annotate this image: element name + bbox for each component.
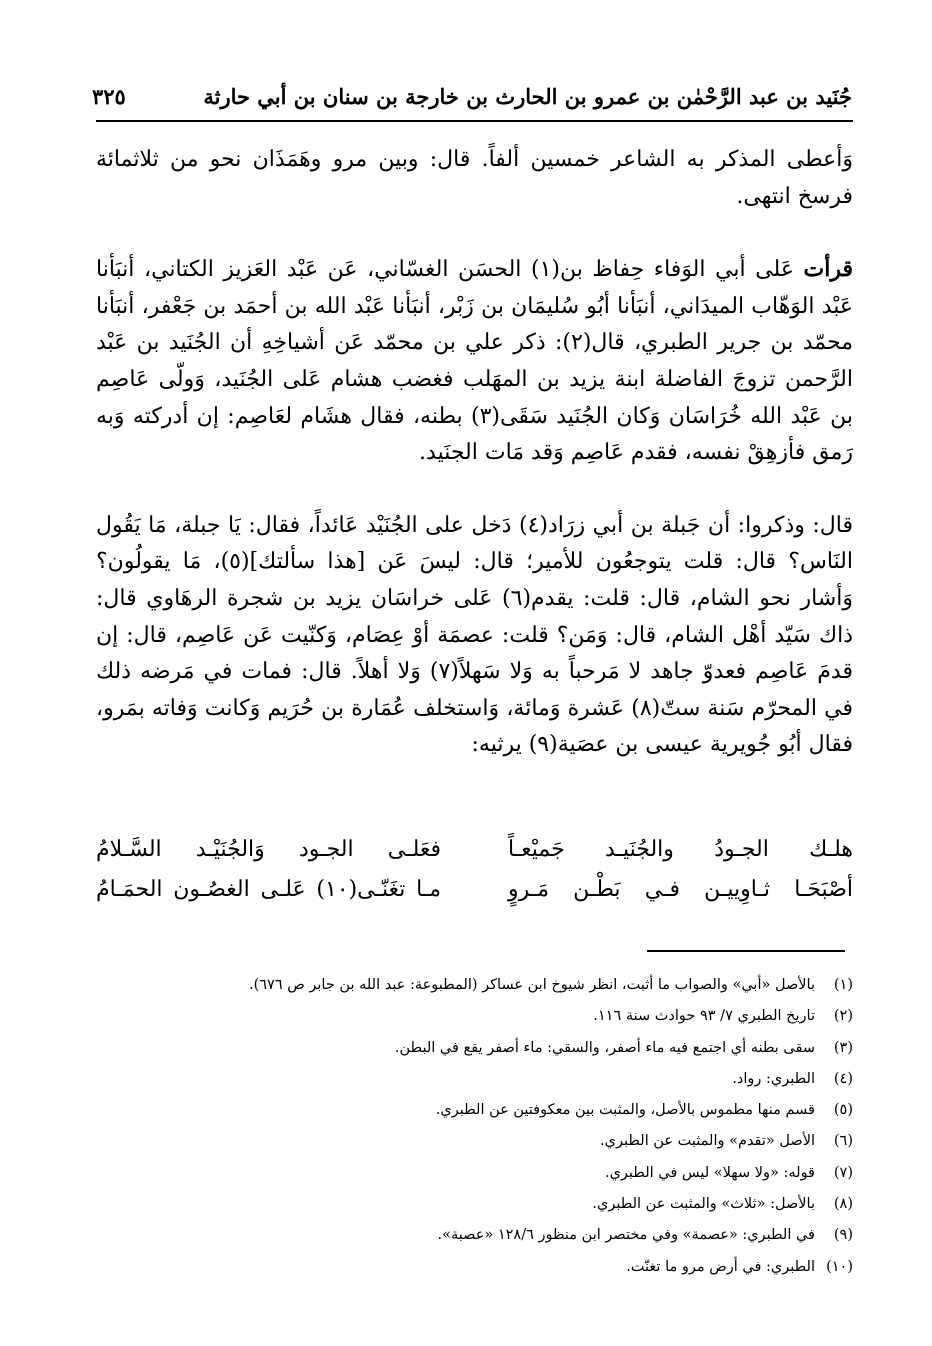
footnote-number: (٦) bbox=[833, 1133, 853, 1150]
footnote-text: الطبري: رواد. bbox=[732, 1070, 815, 1087]
poem-verse bbox=[96, 830, 853, 870]
footnote bbox=[96, 1033, 853, 1064]
header-rule bbox=[96, 120, 853, 122]
footnote bbox=[96, 1252, 853, 1283]
footnote bbox=[96, 970, 853, 1001]
footnote-number: (٣) bbox=[833, 1039, 853, 1056]
footnote-text: بالأصل: «ثلاث» والمثبت عن الطبري. bbox=[592, 1196, 815, 1213]
verse-second-hemistich: فعَلـى الجـود وَالجُنَيْـد السَّـلامُ bbox=[96, 837, 441, 862]
footnote-number: (٥) bbox=[833, 1102, 853, 1119]
footnote-text: قسم منها مطموس بالأصل، والمثبت بين معكوفتين عن الطبري. bbox=[435, 1102, 815, 1119]
footnote-number: (٧) bbox=[833, 1164, 853, 1181]
main-text bbox=[96, 142, 853, 764]
footnote-text: بالأصل «أبي» والصواب ما أثبت، انظر شيوخ ابن عساكر (المطبوعة: عبد الله بن جابر ص ٦٧٦). bbox=[248, 977, 815, 993]
verse-first-hemistich: هلـك الجـودُ والجُنَيـد جَميْعـاً bbox=[508, 837, 853, 862]
page-header bbox=[92, 78, 852, 122]
footnote-number: (٩) bbox=[833, 1227, 853, 1244]
poem-verse bbox=[96, 870, 853, 910]
footnote-number: (١٠) bbox=[826, 1258, 853, 1275]
footnote-rule bbox=[647, 950, 845, 952]
page-number: ٣٢٥ bbox=[92, 84, 126, 109]
footnote bbox=[96, 1001, 853, 1032]
footnote bbox=[96, 1064, 853, 1095]
footnote bbox=[96, 1158, 853, 1189]
footnotes bbox=[96, 970, 853, 1283]
footnote-text: في الطبري: «عصمة» وفي مختصر ابن منظور ١٢٨/٦ «عصبة». bbox=[437, 1227, 815, 1244]
poem bbox=[96, 830, 853, 910]
paragraph-1: وَأعطى المذكر به الشاعر خمسين ألفاً. قال: وبين مرو وهَمَذَان نحو من ثلاثمائة فرسخ انتهى. bbox=[96, 147, 853, 209]
footnote-text: سقى بطنه أي اجتمع فيه ماء أصفر، والسقي: ماء أصفر يقع في البطن. bbox=[394, 1039, 815, 1056]
footnote-text: تاريخ الطبري ٧/ ٩٣ حوادث سنة ١١٦. bbox=[593, 1008, 815, 1025]
verse-second-hemistich: مـا تغَنّـى(١٠) عَلـى الغصُـون الحمَـامُ bbox=[96, 877, 441, 902]
footnote-number: (٤) bbox=[833, 1070, 853, 1087]
paragraph-2-lead: قرأت bbox=[803, 256, 854, 283]
footnote-number: (٨) bbox=[833, 1196, 853, 1213]
footnote bbox=[96, 1220, 853, 1251]
footnote-text: الأصل «تقدم» والمثبت عن الطبري. bbox=[600, 1133, 815, 1150]
paragraph-2-text: عَلى أبي الوَفاء حِفاظ بن(١) الحسَن الغسّاني، عَن عَبْد العَزيز الكتاني، أنبَأنا عَبْد الوَهّاب الميدَاني، أنبَأنا أبُو سُليمَان بن زَبْر، أنبَأنا عَبْد الله بن أحمَد بن جَعْفر، أنبَأنا محمّد بن جرير الطبري، قال(٢): ذكر علي بن محمّد عَن أشياخِهِ أن الجُنَيد بن عَبْد الرَّحمن تزوجَ الفاضلة ابنة يزيد بن المهَلب فغضب هشام عَلى الجُنَيد، وَولّى عَاصِم بن عَبْد الله خُرَاسَان وَكان الجُنَيد سَقَى(٣) بطنه، فقال هشَام لعَاصِم: إن أدركته وَبه رَمق فأزهِقْ نفسه، فقدم عَاصِم وَقد مَات الجنَيد. bbox=[96, 257, 854, 466]
footnote bbox=[96, 1095, 853, 1126]
paragraph-2 bbox=[96, 251, 853, 472]
footnote-number: (٢) bbox=[833, 1008, 853, 1025]
footnote bbox=[96, 1189, 853, 1220]
verse-first-hemistich: أصْبَحَـا ثـاوِييـن فـي بَطْـن مَـروٍ bbox=[508, 877, 853, 902]
footnote-text: قوله: «ولا سهلا» ليس في الطبري. bbox=[604, 1164, 815, 1181]
running-head: جُنَيد بن عبد الرَّحْمٰن بن عمرو بن الحارث بن خارجة بن سنان بن أبي حارثة bbox=[203, 84, 852, 109]
paragraph-3: قال: وذكروا: أن جَبلة بن أبي زرَاد(٤) دَخل على الجُنَيْد عَائداً، فقال: يَا جبلة، مَا يَقُول النَاس؟ قال: قلت يتوجعُون للأمير؛ قال: ليسَ عَن [هذا سألتك](٥)، مَا يقولُون؟ وَأشار نحو الشام، قال: قلت: يقدم(٦) عَلى خراسَان يزيد بن شجرة الرهَاوي قال: ذاك سَيّد أهْل الشام، قال: وَمَن؟ قلت: عصمَة أوْ عِصَام، وَكنّيت عَن عَاصِم، قال: إن قدمَ عَاصِم فعدوّ جاهد لا مَرحباً به وَلا سَهلاً(٧) وَلا أهلاً. قال: فمات في مَرضه ذلك في المحرّم سَنة ستّ(٨) عَشرة وَمائة، وَاستخلف عُمَارة بن حُرَيم وَكانت وَفاته بمَرو، فقال أبُو جُويرية عيسى بن عصَية(٩) يرثيه: bbox=[96, 512, 854, 758]
footnote-text: الطبري: في أرض مرو ما تغنّت. bbox=[626, 1258, 815, 1275]
footnote-number: (١) bbox=[833, 977, 853, 993]
footnote bbox=[96, 1126, 853, 1157]
